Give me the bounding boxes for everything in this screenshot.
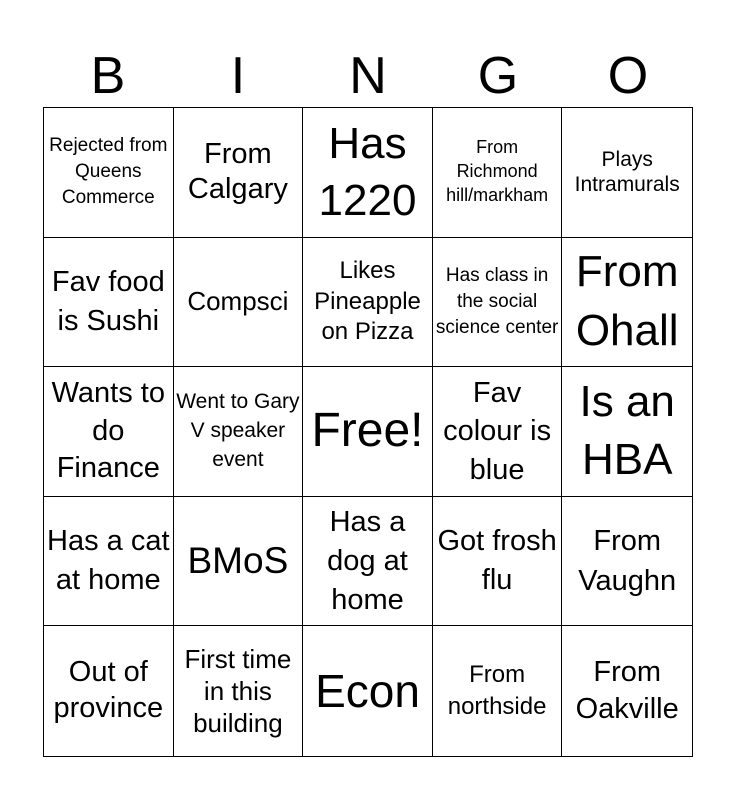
bingo-header (43, 48, 693, 104)
header-letter-o: O (607, 47, 649, 105)
bingo-cell[interactable]: Rejected from Queens Commerce (44, 108, 174, 238)
bingo-cell[interactable]: From Richmond hill/markham (433, 108, 563, 238)
bingo-cell[interactable]: Is an HBA (562, 367, 692, 497)
bingo-cell[interactable]: Went to Gary V speaker event (174, 367, 304, 497)
bingo-cell[interactable]: Fav colour is blue (433, 367, 563, 497)
bingo-cell[interactable]: BMoS (174, 497, 304, 627)
bingo-cell[interactable]: From Vaughn (562, 497, 692, 627)
header-letter-i: I (230, 47, 246, 105)
bingo-card (43, 107, 693, 757)
bingo-cell[interactable]: From Ohall (562, 238, 692, 368)
bingo-cell[interactable]: From northside (433, 626, 563, 756)
free-space[interactable]: Free! (303, 367, 433, 497)
bingo-cell[interactable]: Has 1220 (303, 108, 433, 238)
bingo-cell[interactable]: Fav food is Sushi (44, 238, 174, 368)
bingo-cell[interactable]: From Calgary (174, 108, 304, 238)
bingo-cell[interactable]: First time in this building (174, 626, 304, 756)
bingo-cell[interactable]: Wants to do Finance (44, 367, 174, 497)
bingo-cell[interactable]: Econ (303, 626, 433, 756)
header-letter-g: G (477, 47, 519, 105)
header-letter-n: N (349, 47, 387, 105)
bingo-cell[interactable]: Has a dog at home (303, 497, 433, 627)
bingo-cell[interactable]: Has class in the social science center (433, 238, 563, 368)
bingo-cell[interactable]: Got frosh flu (433, 497, 563, 627)
bingo-cell[interactable]: Likes Pineapple on Pizza (303, 238, 433, 368)
bingo-cell[interactable]: From Oakville (575, 655, 679, 726)
bingo-cell[interactable]: Out of province (44, 626, 174, 756)
bingo-cell[interactable]: Plays Intramurals (562, 108, 692, 238)
bingo-cell[interactable]: Has a cat at home (44, 497, 174, 627)
header-letter-b: B (90, 47, 126, 105)
bingo-cell[interactable]: Compsci (174, 238, 304, 368)
